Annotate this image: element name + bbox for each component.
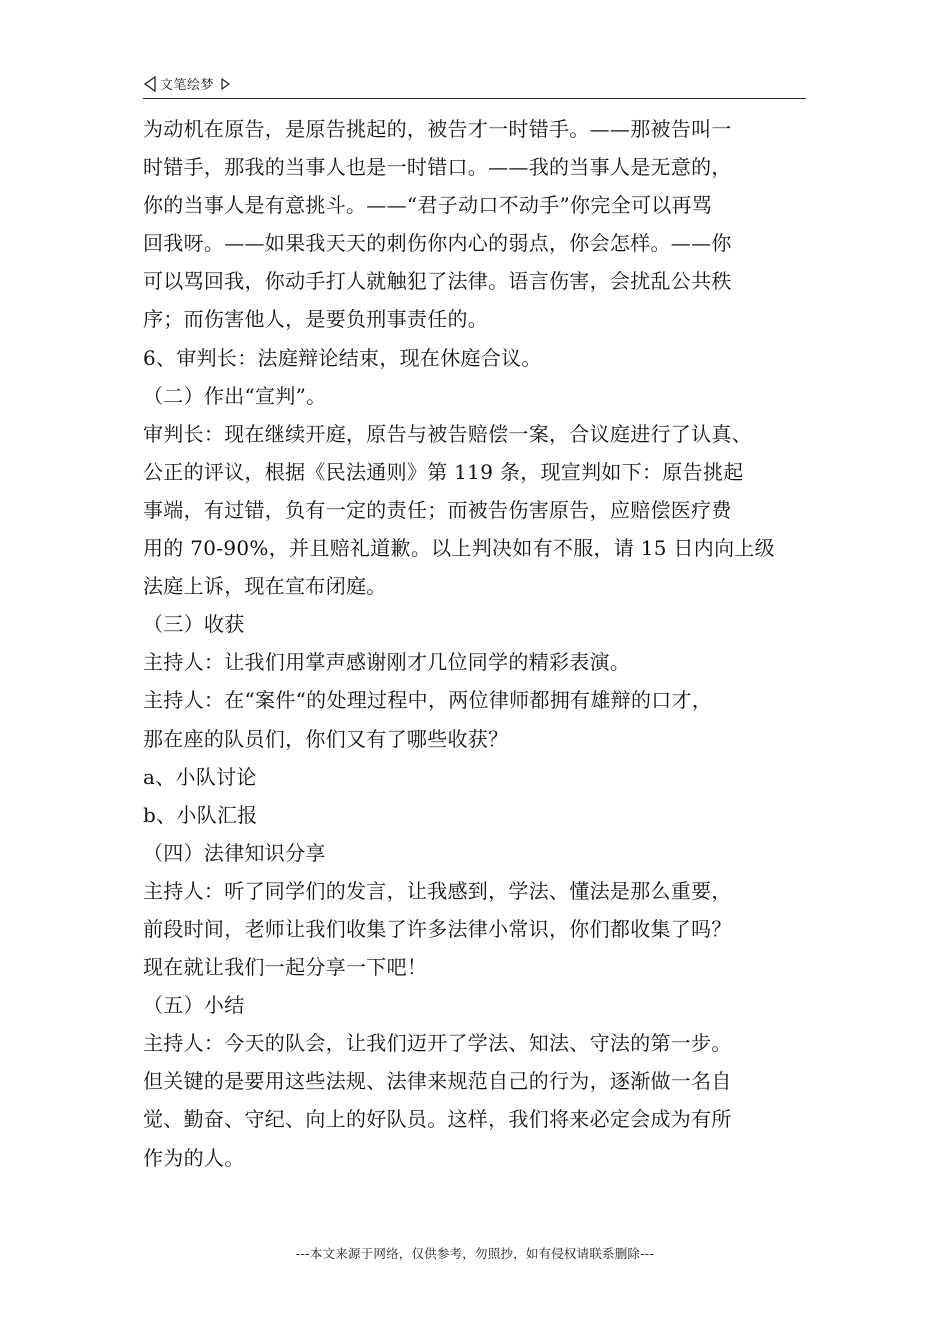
body-line: 时错手，那我的当事人也是一时错口。——我的当事人是无意的， — [143, 155, 732, 180]
body-line: 回我呀。——如果我天天的刺伤你内心的弱点，你会怎样。——你 — [143, 231, 732, 256]
header-brand: 文笔绘梦 — [160, 78, 215, 93]
section-heading: （二）作出“宣判”。 — [143, 383, 327, 408]
list-item: b、小队汇报 — [143, 802, 258, 827]
body-line: 那在座的队员们，你们又有了哪些收获？ — [143, 726, 509, 751]
body-line: 但关键的是要用这些法规、法律来规范自己的行为，逐渐做一名自 — [143, 1069, 732, 1094]
body-line: 主持人：今天的队会，让我们迈开了学法、知法、守法的第一步。 — [143, 1031, 732, 1056]
body-line: 为动机在原告，是原告挑起的，被告才一时错手。——那被告叫一 — [143, 117, 732, 141]
page-footer: ---本文来源于网络，仅供参考，勿照抄，如有侵权请联系删除--- — [295, 1246, 655, 1261]
body-line: 可以骂回我，你动手打人就触犯了法律。语言伤害，会扰乱公共秩 — [143, 269, 732, 294]
section-heading: （五）小结 — [143, 993, 245, 1018]
page-header — [143, 74, 806, 99]
section-heading: （四）法律知识分享 — [143, 840, 326, 865]
list-item: a、小队讨论 — [143, 764, 257, 789]
body-line: 用的 70-90%，并且赔礼道歉。以上判决如有不服，请 15 日内向上级 — [143, 536, 775, 561]
body-line: 审判长：现在继续开庭，原告与被告赔偿一案，合议庭进行了认真、 — [143, 421, 752, 446]
body-line: 现在就让我们一起分享一下吧！ — [143, 955, 428, 980]
left-triangle-icon — [143, 76, 157, 92]
body-line: 公正的评议，根据《民法通则》第 119 条，现宣判如下：原告挑起 — [143, 459, 744, 484]
body-line: 主持人：听了同学们的发言，让我感到，学法、懂法是那么重要， — [143, 878, 732, 903]
body-line: 事端，有过错，负有一定的责任；而被告伤害原告，应赔偿医疗费 — [143, 497, 732, 522]
body-line: 主持人：在“案件“的处理过程中，两位律师都拥有雄辩的口才， — [143, 688, 713, 713]
body-line: 6、审判长：法庭辩论结束，现在休庭合议。 — [143, 345, 542, 370]
body-line: 主持人：让我们用掌声感谢刚才几位同学的精彩表演。 — [143, 650, 631, 675]
body-line: 你的当事人是有意挑斗。——“君子动口不动手”你完全可以再骂 — [143, 193, 713, 218]
section-heading: （三）收获 — [143, 612, 245, 637]
body-line: 前段时间，老师让我们收集了许多法律小常识，你们都收集了吗？ — [143, 916, 732, 941]
right-triangle-icon — [220, 78, 230, 90]
body-line: 觉、勤奋、守纪、向上的好队员。这样，我们将来必定会成为有所 — [143, 1107, 732, 1132]
document-body — [143, 110, 813, 1177]
body-line: 序；而伤害他人，是要负刑事责任的。 — [143, 307, 489, 332]
body-line: 法庭上诉，现在宣布闭庭。 — [143, 574, 387, 599]
body-line: 作为的人。 — [143, 1145, 245, 1170]
